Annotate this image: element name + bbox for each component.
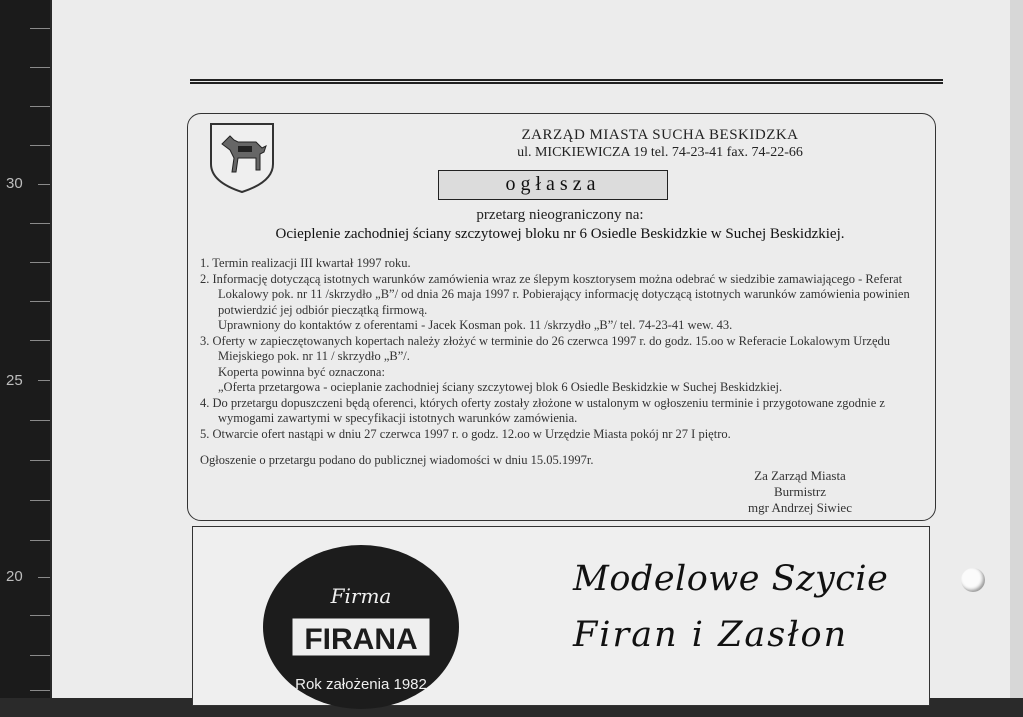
ruler-tick xyxy=(30,655,50,656)
ruler-tick xyxy=(38,577,50,578)
condition-item: „Oferta przetargowa - ocieplanie zachodniej ściany szczytowej blok 6 Osiedle Beskidzkie w Suchej Beskidzkiej. xyxy=(218,380,783,394)
ruler-tick xyxy=(30,67,50,68)
condition-item: 3. Oferty w zapieczętowanych kopertach należy złożyć w terminie do 26 czerwca 1997 r. do godz. 15.oo w Referacie Lokalowym Urzędu Miejskiego pok. nr 11 / skrzydło „B”/. xyxy=(200,333,890,363)
ruler-tick xyxy=(30,145,50,146)
tender-type: przetarg nieograniczony na: xyxy=(476,207,644,223)
ruler-tick xyxy=(30,28,50,29)
side-ruler xyxy=(0,0,50,698)
tender-title: Ocieplenie zachodniej ściany szczytowej bloku nr 6 Osiedle Beskidzkie w Suchej Beskidzkiej. xyxy=(275,226,845,242)
ruler-tick xyxy=(30,301,50,302)
issuer-address: ul. MICKIEWICZA 19 tel. 74-23-41 fax. 74-22-66 xyxy=(517,145,803,160)
condition-item: 1. Termin realizacji III kwartał 1997 roku. xyxy=(200,256,411,270)
ruler-tick xyxy=(30,223,50,224)
ruler-tick xyxy=(30,420,50,421)
ruler-label: 20 xyxy=(6,568,23,585)
publication-note: Ogłoszenie o przetargu podano do publicznej wiadomości w dniu 15.05.1997r. xyxy=(200,453,594,467)
condition-item: 5. Otwarcie ofert nastąpi w dniu 27 czerwca 1997 r. o godz. 12.oo w Urzędzie Miasta pokój nr 27 I piętro. xyxy=(200,426,731,441)
condition-item: 4. Do przetargu dopuszczeni będą oferenci, których oferty zostały złożone w ustalonym w ogłoszeniu terminie i przygotowane zgodnie z wymogami zawartymi w specyfikacji istotnych warunków zamówienia. xyxy=(200,395,885,425)
ruler-tick xyxy=(30,615,50,616)
ruler-tick xyxy=(30,460,50,461)
ruler-tick xyxy=(38,380,50,381)
ad-title-line-2: Firan i Zasłon xyxy=(573,615,849,655)
ruler-tick xyxy=(30,340,50,341)
ruler-tick xyxy=(30,106,50,107)
firana-advertisement xyxy=(192,526,930,706)
ruler-label: 30 xyxy=(6,175,23,192)
logo-since: Rok założenia 1982 xyxy=(295,676,427,693)
page-edge xyxy=(1010,0,1023,698)
condition-item: Uprawniony do kontaktów z oferentami - Jacek Kosman pok. 11 /skrzydło „B”/ tel. 74-23-41 wew. 43. xyxy=(218,318,733,332)
condition-item: 2. Informację dotyczącą istotnych warunków zamówienia wraz ze ślepym kosztorysem można odebrać w siedzibie zamawiającego - Referat Lokalowy pok. nr 11 /skrzydło „B”/ od dnia 26 maja 1997 r. Pobierający informację dotyczącą istotnych warunków zamówienia powinien potwierdzić jej odbiór pieczątką firmową. xyxy=(200,271,910,317)
condition-item: Koperta powinna być oznaczona: xyxy=(218,364,385,379)
firana-logo-icon xyxy=(261,537,461,717)
logo-name: FIRANA xyxy=(304,623,418,656)
logo-script: Firma xyxy=(330,584,392,608)
ruler-tick xyxy=(30,540,50,541)
ruler-tick xyxy=(38,184,50,185)
ruler-label: 25 xyxy=(6,372,23,389)
signature-line: Burmistrz xyxy=(774,484,826,499)
announce-banner: ogłasza xyxy=(438,170,668,200)
ruler-tick xyxy=(30,690,50,691)
ad-title-line-1: Modelowe Szycie xyxy=(573,559,889,599)
double-rule xyxy=(190,79,943,84)
tender-conditions xyxy=(200,256,930,442)
issuer-name: ZARZĄD MIASTA SUCHA BESKIDZKA xyxy=(521,127,799,143)
ruler-tick xyxy=(30,500,50,501)
ruler-tick xyxy=(30,262,50,263)
signature-line: Za Zarząd Miasta xyxy=(754,468,846,483)
signature-line: mgr Andrzej Siwiec xyxy=(748,500,852,515)
punch-hole xyxy=(961,568,985,592)
coat-of-arms-icon xyxy=(208,120,276,194)
